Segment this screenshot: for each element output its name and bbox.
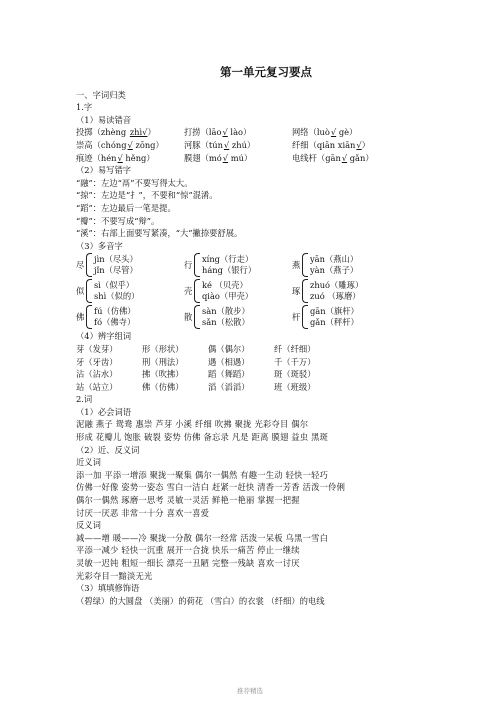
polyphonic-group [184,304,292,330]
polyphonic-group [184,252,292,278]
easy-miswritten-list [76,177,456,240]
entry-text: 网络（luò [292,127,330,138]
distinguish-row [76,381,456,394]
word-pair: 刑（刑法） [142,356,184,367]
reading: xíng（行走） [202,253,254,264]
correct-mark: √ [341,152,348,163]
polyphonic-group [292,278,363,304]
antonym-heading: 反义词 [76,520,101,531]
tip-line: “融”：左边“鬲”不要写得太大。 [76,177,193,188]
reading: sì（似乎） [94,279,135,290]
item-heading: （1）必会词语 [76,406,132,417]
reading: háng（银行） [202,265,257,276]
polyphonic-list [76,252,456,330]
word-pair: 偶（偶尔） [208,343,250,354]
readings [94,254,138,277]
polyphonic-char: 壳 [184,286,193,297]
correct-mark: √ [127,139,133,150]
reading: shì（似的） [94,291,140,302]
polyphonic-row [76,252,456,278]
readings [310,280,363,303]
readings [202,280,253,303]
correct-mark: √ [330,127,337,138]
readings [310,254,358,277]
must-know-words [76,418,456,443]
brace-icon [302,279,308,303]
subsection-heading: 2.词 [76,394,93,405]
polyphonic-char: 似 [76,286,85,297]
word-line: 偶尔一偶然 琢磨一思考 灵敏一灵活 鲜艳一艳丽 掌握一把握 [76,495,300,506]
word-pair: 千（千万） [274,356,316,367]
item-heading: （4）辨字组词 [76,331,132,342]
readings [310,306,359,329]
brace-icon [86,253,92,277]
pinyin-entry [184,126,292,139]
reading: sǎn（松散） [202,317,250,328]
correct-mark: √ [222,127,228,138]
polyphonic-char: 行 [184,260,193,271]
reading: yān（燕山） [310,253,359,264]
reading: fú（仿佛） [94,305,136,316]
word-pair: 遇（相遇） [208,356,250,367]
entry-text: 打捞（lāo [184,127,222,138]
entry-text: 膜翅（mó [184,152,222,163]
item-heading: （3）填填修饰语 [76,583,140,594]
polyphonic-group [292,252,358,278]
word-pair: 站（站立） [76,381,118,392]
word-line: 光彩夺目一黯淡无光 [76,570,153,581]
word-pair: 形（形状） [142,343,184,354]
tip-line: “瓣”：不要写成“辩”。 [76,215,160,226]
correct-mark: √ [223,139,230,150]
polyphonic-char: 佛 [76,312,85,323]
entry-text: 投掷（zhèng [76,127,129,138]
item-heading: （1）易读错音 [76,114,132,125]
word-line: 添一加 平添一增添 聚拢一聚集 偶尔一偶然 有趣一生动 轻快一轻巧 [76,469,329,480]
pinyin-entry [76,126,184,139]
reading: gǎn（秤杆） [310,317,359,328]
distinguish-row [76,368,456,381]
brace-icon [302,253,308,277]
pinyin-entry [292,139,370,152]
polyphonic-row [76,278,456,304]
modifier-line: （碧绿）的大圆盘 （美丽）的荷花 （雪白）的衣裳 （纤细）的电线 [76,595,325,606]
word-pair: 芽（发芽） [76,343,118,354]
document-page [76,66,456,607]
entry-text: 河豚（tún [184,139,223,150]
pinyin-entry [184,152,292,165]
word-line: 平添一减少 轻快一沉重 展开一合拢 快乐一痛苦 停止一继续 [76,545,300,556]
tip-line: “溪”：右部上面要写紧凑，“大”撇捺要舒展。 [76,228,243,239]
entry-text: lào） [227,127,252,138]
polyphonic-group [76,304,184,330]
pinyin-entry [292,152,374,165]
reading: yàn（燕子） [310,265,359,276]
tip-line: “掠”：左边是“扌”，不要和“惊”混淆。 [76,190,218,201]
pinyin-entry [184,139,292,152]
word-line: 泥融 燕子 鸳鸯 惠崇 芦芽 小溪 纤细 吹拂 聚拢 光彩夺目 偶尔 [76,419,309,430]
reading: qiào（甲壳） [202,291,254,302]
word-pair: 佛（仿佛） [142,381,184,392]
item-heading: （2）易写错字 [76,165,132,176]
pinyin-entry [76,152,184,165]
entry-text: zōng） [132,139,164,150]
brace-icon [86,305,92,329]
word-line: 讨厌一厌恶 非常一十分 喜欢一喜爱 [76,507,210,518]
polyphonic-group [76,278,184,304]
word-row [76,126,456,139]
synonym-list [76,469,456,519]
brace-icon [194,305,200,329]
word-line: 形成 花瓣儿 饱胀 破裂 姿势 仿佛 备忘录 凡是 距离 膜翅 益虫 黑斑 [76,432,329,443]
brace-icon [302,305,308,329]
word-row [76,152,456,165]
polyphonic-group [76,252,184,278]
polyphonic-group [292,304,359,330]
entry-text: hěng） [122,152,155,163]
word-line: 灵敏一迟钝 粗短一细长 漂亮一丑陋 完整一残缺 喜欢一讨厌 [76,558,300,568]
page-footer: 推荐精选 [237,687,263,695]
entry-text: ） [361,139,371,150]
section-heading: 一、字词归类 [76,89,126,100]
polyphonic-group [184,278,292,304]
word-pair: 蹈（舞蹈） [208,369,250,380]
distinguish-row [76,356,456,369]
polyphonic-char: 散 [184,312,193,323]
polyphonic-row [76,304,456,330]
word-pair: 纤（纤细） [274,343,316,354]
word-line: 仿佛一好像 姿势一姿态 雪白一洁白 赶紧一赶快 清香一芳香 活泼一伶俐 [76,482,346,493]
readings [202,306,250,329]
reading: sàn（散步） [202,305,250,316]
subsection-heading: 1.字 [76,102,93,113]
correct-mark: √ [222,152,229,163]
brace-icon [86,279,92,303]
distinguish-list [76,343,456,393]
word-pair: 斑（斑驳） [274,369,316,380]
entry-text: gè） [336,127,358,138]
word-pair: 班（班级） [274,381,316,392]
entry-text: gǎn） [347,152,374,163]
word-line: 减——增 暖——冷 聚拢一分散 偶尔一经常 活泼一呆板 乌黑一雪白 [76,532,329,543]
word-pair: 沾（沾水） [76,369,118,380]
word-pair: 牙（牙齿） [76,356,118,367]
antonym-list [76,532,456,582]
polyphonic-char: 杆 [292,312,301,323]
entry-text: mú） [228,152,253,163]
distinguish-row [76,343,456,356]
entry-text: 痕迹（hén [76,152,117,163]
reading: ké （贝壳） [202,279,248,290]
entry-text: ） [147,127,156,138]
polyphonic-char: 尽 [76,260,85,271]
reading: fó（佛寺） [94,317,136,328]
polyphonic-char: 琢 [292,286,301,297]
entry-text: 崇高（chóng [76,139,127,150]
reading: zuó （琢磨） [310,291,361,302]
page-title: 第一单元复习要点 [220,65,312,79]
word-pair: 拂（吹拂） [142,369,184,380]
reading: jǐn（尽管） [94,265,138,276]
readings [94,306,136,329]
correct-mark: zhì√ [129,127,148,138]
word-row [76,139,456,152]
easy-misread-list [76,126,456,164]
entry-text: 纤细（qiān xiān [292,139,356,150]
item-heading: （3）多音字 [76,240,123,251]
readings [202,254,256,277]
polyphonic-char: 燕 [292,260,301,271]
pinyin-entry [292,126,357,139]
brace-icon [194,253,200,277]
tip-line: “蹈”：左边最后一笔是提。 [76,202,176,213]
synonym-heading: 近义词 [76,457,101,468]
pinyin-entry [76,139,184,152]
entry-text: 电线杆（gān [292,152,341,163]
reading: zhuó（雕琢） [310,279,364,290]
entry-text: zhú） [229,139,256,150]
correct-mark: √ [117,152,123,163]
item-heading: （2）近、反义词 [76,444,140,455]
reading: jìn（尽头） [94,253,138,264]
word-pair: 滔（滔滔） [208,381,250,392]
correct-mark: √ [356,139,362,150]
readings [94,280,139,303]
brace-icon [194,279,200,303]
reading: gān（旗杆） [310,305,359,316]
